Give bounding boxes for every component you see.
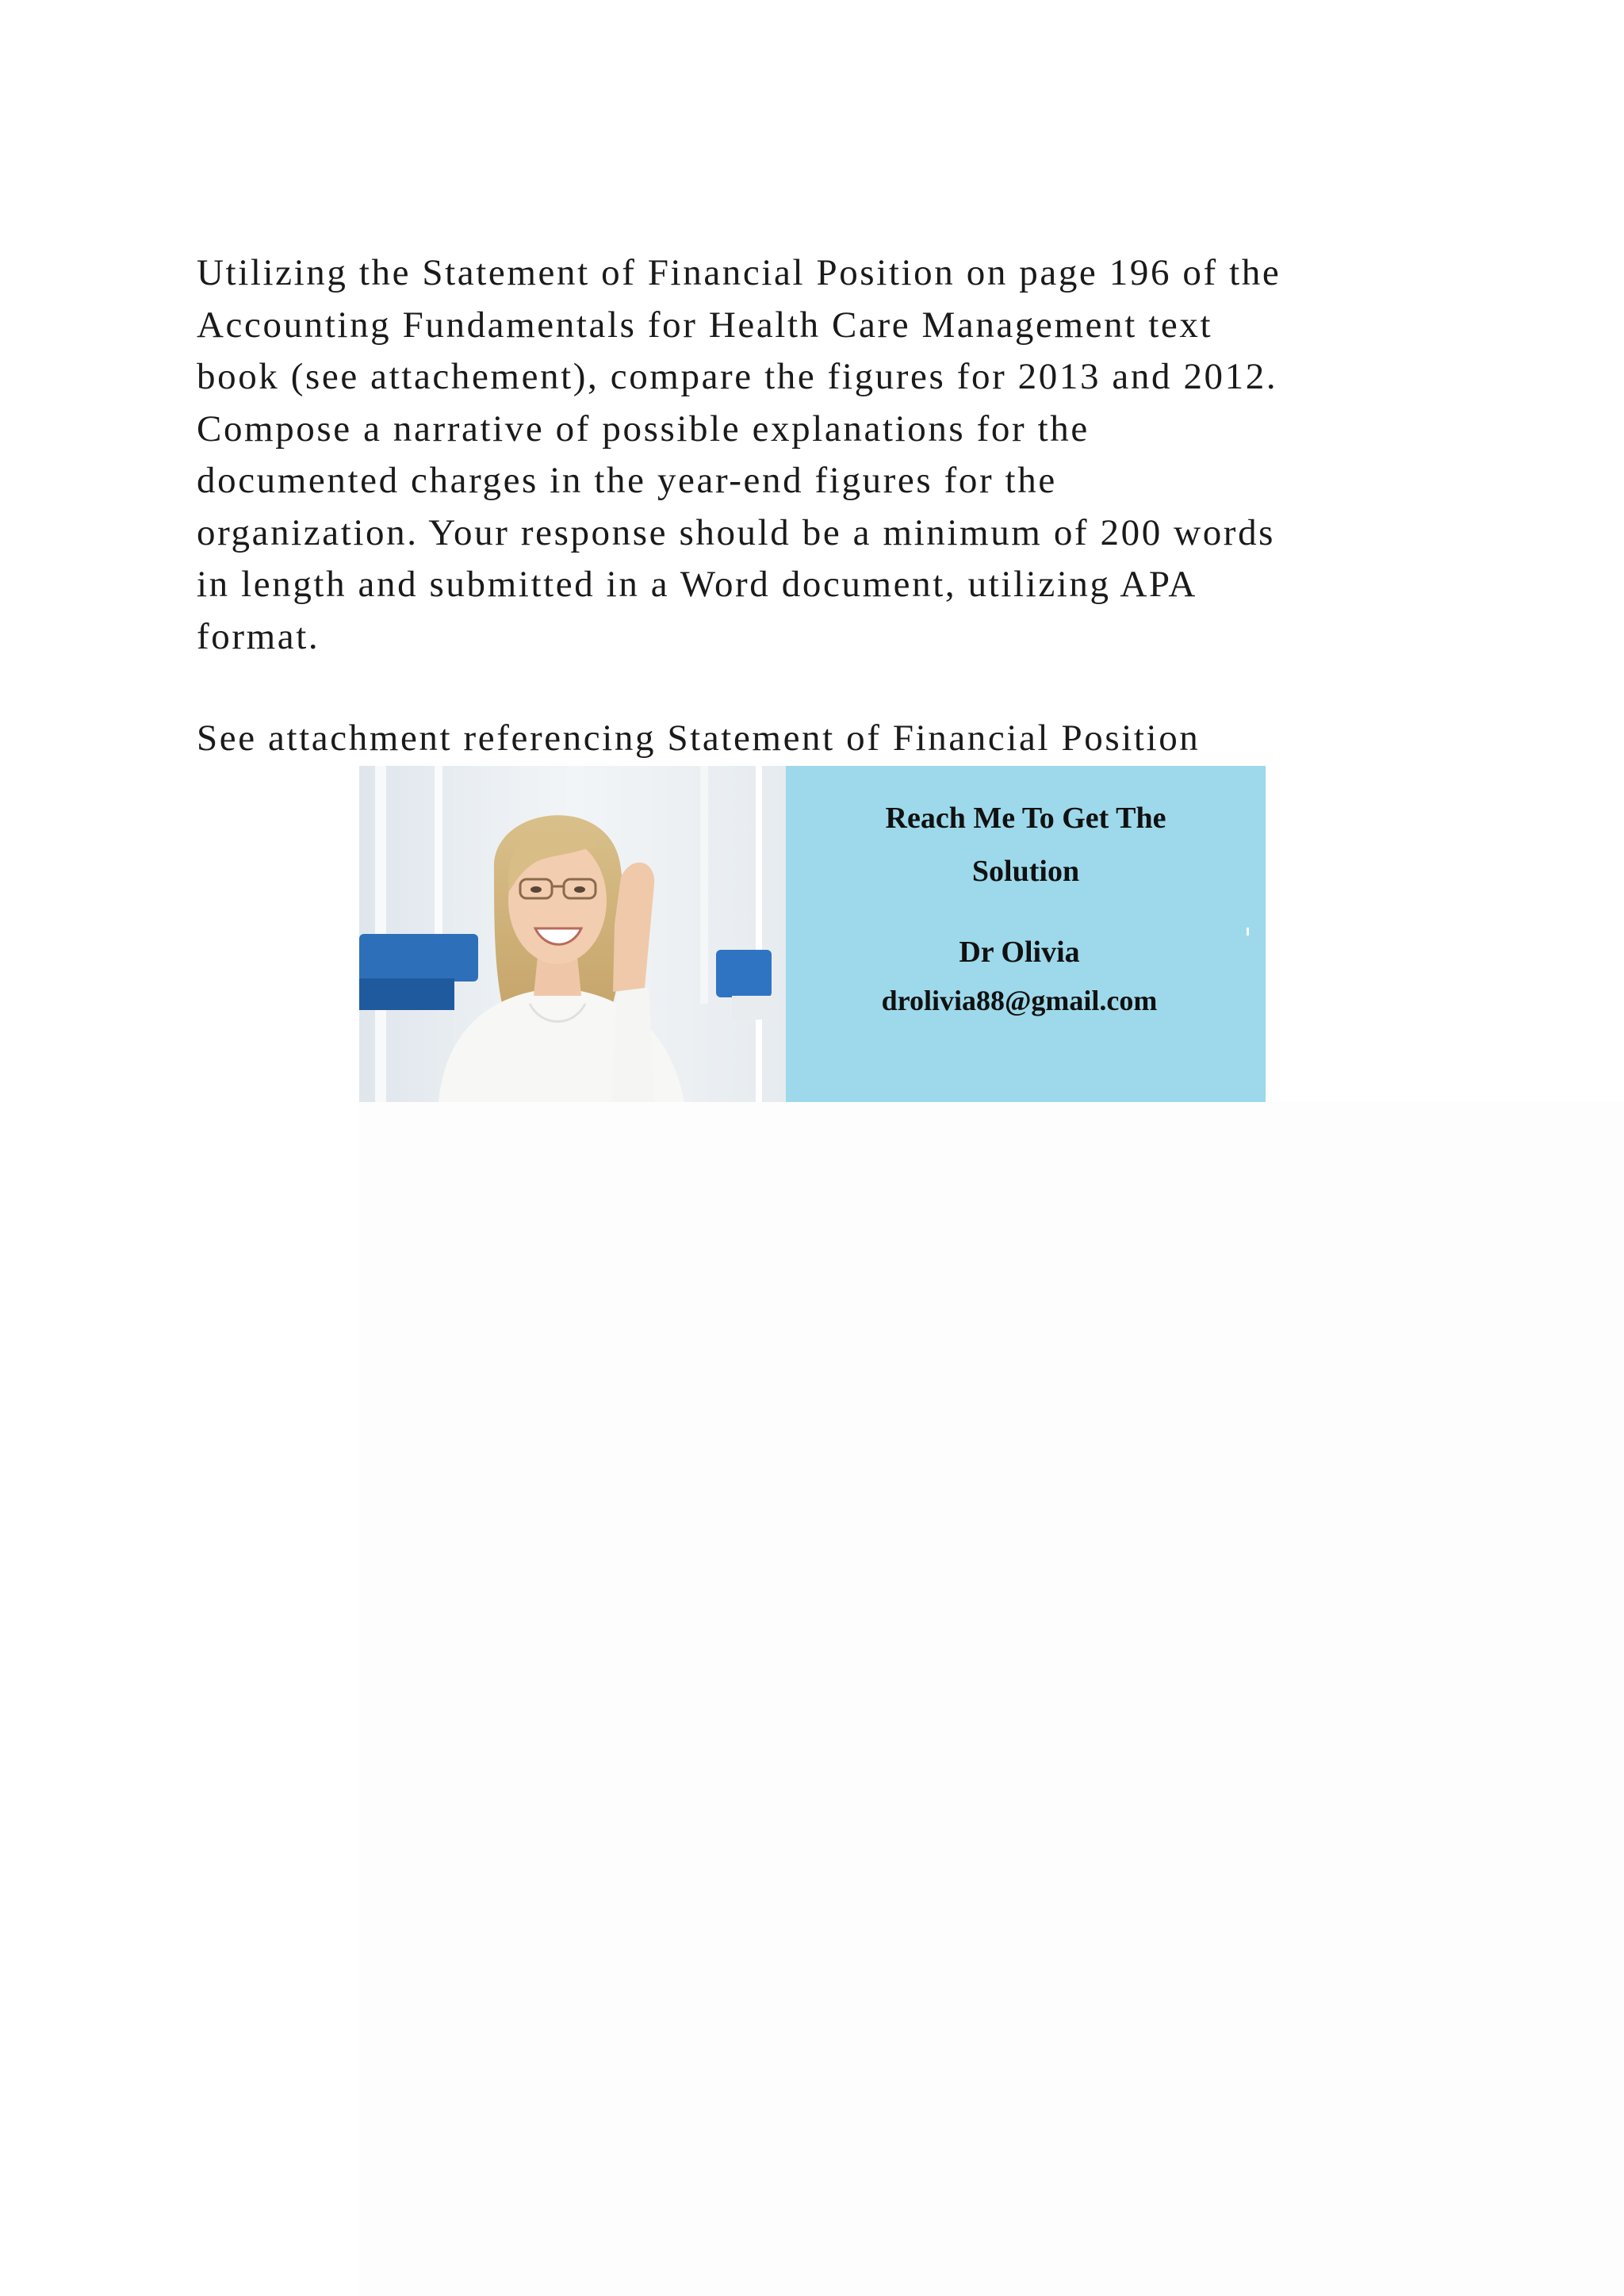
banner-heading-line-1: Reach Me To Get The [885, 802, 1166, 835]
page-shade-panel [358, 1102, 1624, 2296]
paragraph-line: organization. Your response should be a minimum of 200 words [197, 511, 1276, 553]
contact-name: Dr Olivia [959, 936, 1080, 969]
contact-email: drolivia88@gmail.com [881, 985, 1158, 1016]
attachment-note: See attachment referencing Statement of Financial Position [197, 718, 1201, 759]
paragraph-line: Compose a narrative of possible explanations for the [197, 408, 1090, 450]
tutor-photo [359, 766, 786, 1102]
paragraph-line: documented charges in the year-end figures for the [197, 460, 1057, 501]
instruction-paragraph [197, 247, 1450, 663]
paragraph-line: Accounting Fundamentals for Health Care Management text [197, 304, 1213, 346]
contact-banner [359, 766, 1266, 1102]
contact-info-panel [786, 766, 1266, 1102]
paragraph-line: in length and submitted in a Word document, utilizing APA [197, 564, 1197, 605]
tutor-photo-illustration [359, 766, 786, 1102]
paragraph-line: format. [197, 615, 320, 657]
paragraph-line: Utilizing the Statement of Financial Position on page 196 of the [197, 252, 1281, 293]
paragraph-line: book (see attachement), compare the figures for 2013 and 2012. [197, 356, 1278, 397]
banner-heading-line-2: Solution [971, 855, 1080, 888]
